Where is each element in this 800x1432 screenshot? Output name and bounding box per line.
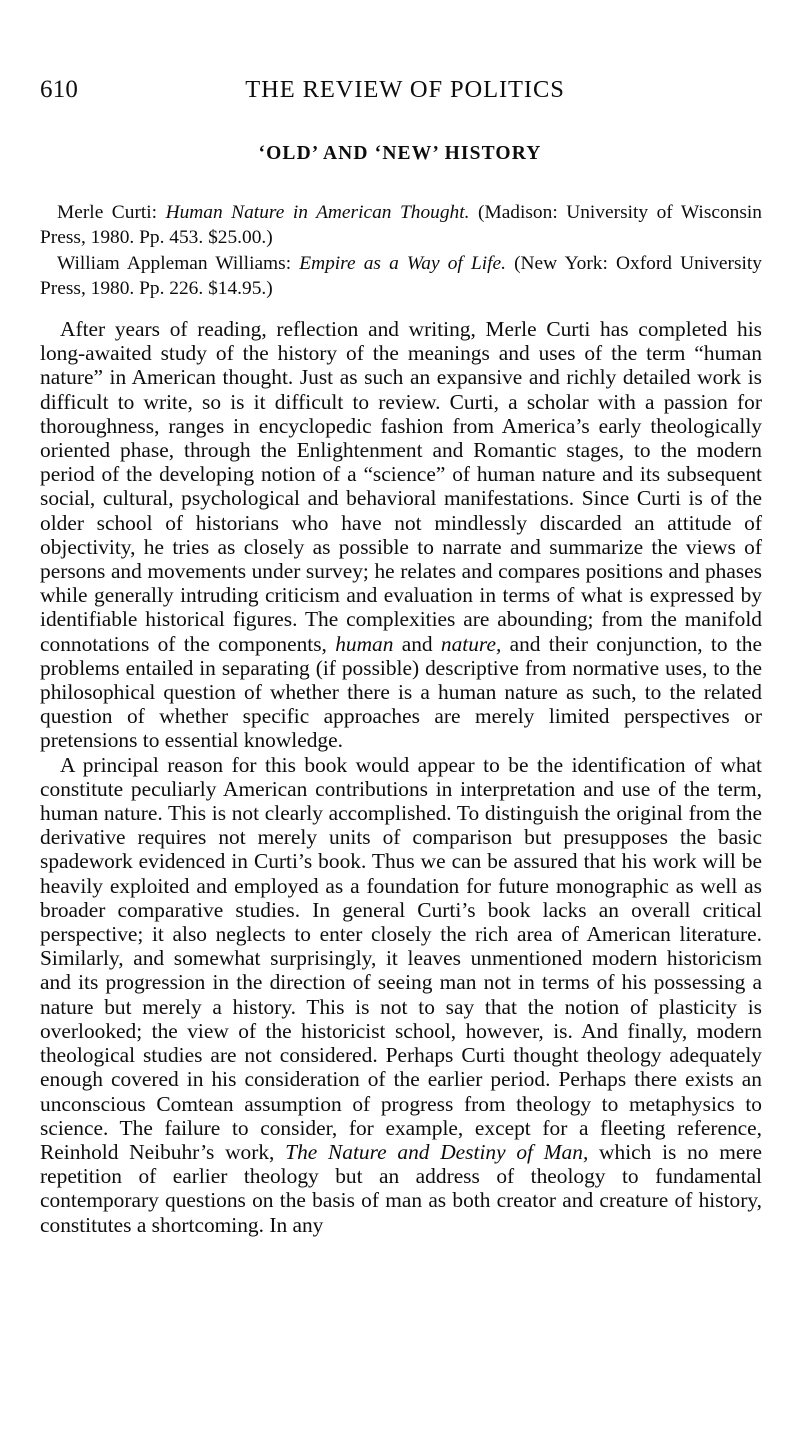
text-run: and <box>393 631 441 656</box>
citation-author: Merle Curti: <box>57 202 166 223</box>
paragraph-1 <box>40 317 762 753</box>
citation-imprint: (New York: Oxford University Press, 1980. Pp. 226. $14.95.) <box>40 252 762 300</box>
text-run: which is no mere repetition of earlier theology but an address of theology to fundamental contemporary questions on the basis of man as both creator and creature of history, constitutes a shortcoming. In any <box>40 1139 763 1237</box>
text-run: and their conjunction, to the problems entailed in separating (if possible) descriptive from normative uses, to the philosophical question of whether there is a human nature as such, to the related question of whether specific approaches are merely limited perspectives or pretensions to essential knowledge. <box>40 631 762 753</box>
citation-entry <box>40 251 762 302</box>
citation-title: Human Nature in American Thought. <box>165 202 470 223</box>
text-run: A principal reason for this book would appear to be the identification of what constitute peculiarly American contributions in interpretation and use of the term, human nature. This is not clearly accomplished. To distinguish the original from the derivative requires not merely units of comparison but presupposes the basic spadework evidenced in Curti’s book. Thus we can be assured that his work will be heavily exploited and employed as a foundation for future monographic as well as broader comparative studies. In general Curti’s book lacks an overall critical perspective; it also neglects to enter closely the rich area of American literature. Similarly, and somewhat surprisingly, it leaves unmentioned modern historicism and its progression in the direction of seeing man not in terms of his possessing a nature but merely a history. This is not to say that the notion of plasticity is overlooked; the view of the historicist school, however, is. And finally, modern theological studies are not considered. Perhaps Curti thought theology adequately enough covered in his consideration of the earlier period. Perhaps there exists an unconscious Comtean assumption of progress from theology to metaphysics to science. The failure to consider, for example, except for a fleeting reference, Reinhold Neibuhr’s work, <box>40 752 762 1164</box>
citation-title: Empire as a Way of Life. <box>299 252 506 274</box>
paragraph-2 <box>40 753 762 1237</box>
citation-entry <box>40 200 762 251</box>
journal-title: THE REVIEW OF POLITICS <box>245 76 565 103</box>
italic-run: The Nature and Destiny of Man, <box>285 1139 589 1164</box>
citation-author: William Appleman Williams: <box>57 252 300 274</box>
article-title: ‘OLD’ AND ‘NEW’ HISTORY <box>258 143 542 164</box>
page-number: 610 <box>40 76 79 103</box>
text-run: After years of reading, reflection and writing, Merle Curti has completed his long-awaited study of the history of the meanings and uses of the term “human nature” in American thought. Just as such an expansive and richly detailed work is difficult to write, so is it difficult to review. Curti, a scholar with a passion for thoroughness, ranges in encyclopedic fashion from America’s early theologically oriented phase, through the Enlightenment and Romantic stages, to the modern period of the developing notion of a “science” of human nature and its subsequent social, cultural, psychological and behavioral manifestations. Since Curti is of the older school of historians who have not mindlessly discarded an attitude of objectivity, he tries as closely as possible to narrate and summarize the views of persons and movements under survey; he relates and compares positions and phases while generally intruding criticism and evaluation in terms of what is expressed by identifiable historical figures. The complexities are abounding; from the manifold connotations of the components, <box>40 317 762 656</box>
italic-run: nature, <box>440 631 502 656</box>
running-head <box>40 76 760 106</box>
italic-run: human <box>335 631 394 656</box>
citation-block <box>40 200 762 302</box>
body-text <box>40 317 762 1237</box>
citation-imprint: (Madison: University of Wisconsin Press, 1980. Pp. 453. $25.00.) <box>40 202 762 249</box>
